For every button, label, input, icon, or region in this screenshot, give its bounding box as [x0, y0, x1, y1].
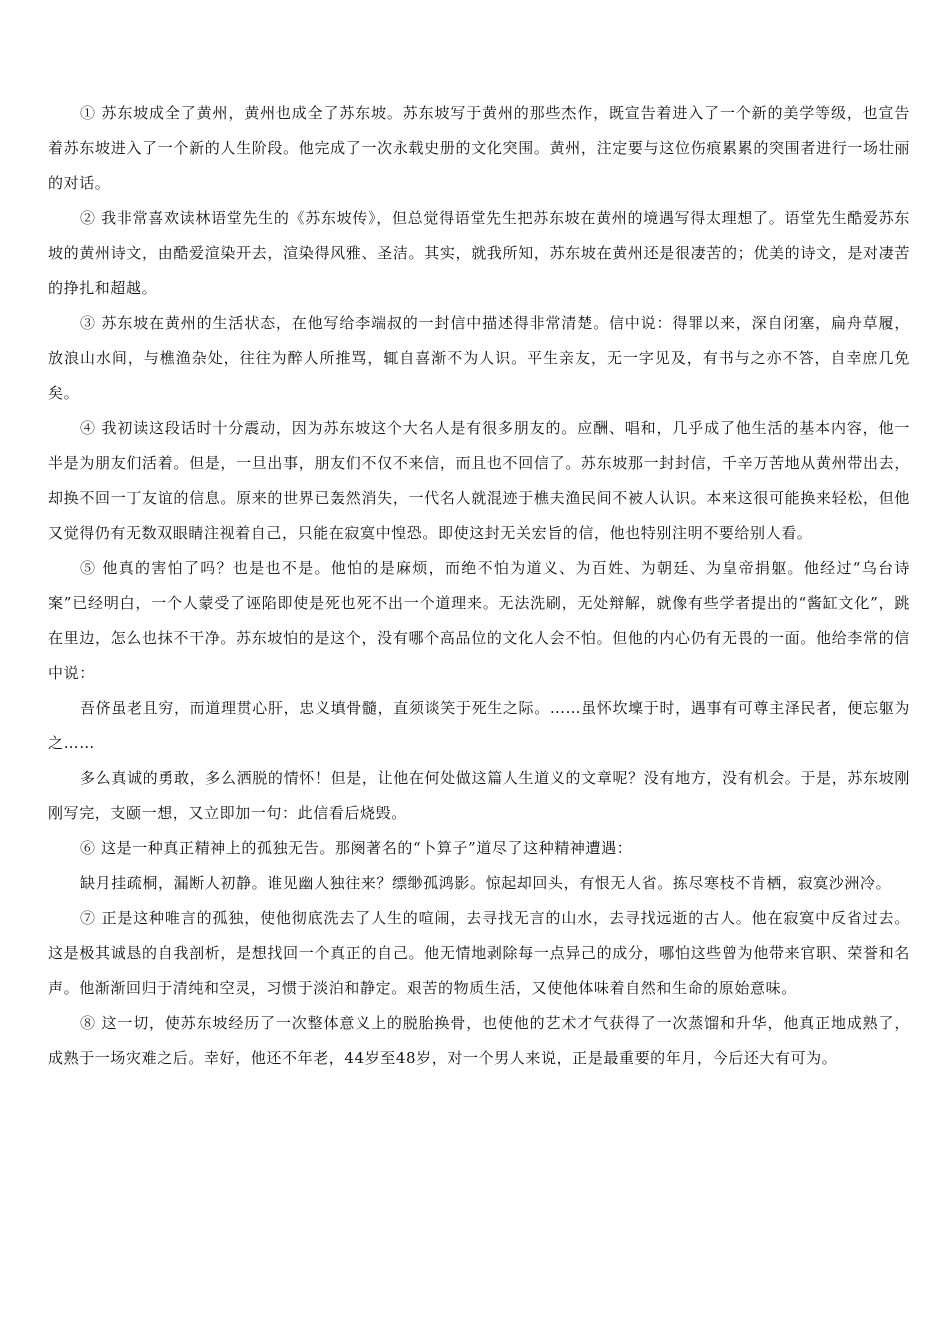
- paragraph-1: ① 苏东坡成全了黄州，黄州也成全了苏东坡。苏东坡写于黄州的那些杰作，既宣告着进入了一个新的美学等级，也宣告着苏东坡进入了一个新的人生阶段。他完成了一次永载史册的文化突围。黄州，注定要与这位伤痕累累的突围者进行一场壮丽的对话。: [48, 104, 910, 192]
- paragraph-6: ⑥ 这是一种真正精神上的孤独无告。那阕著名的“卜算子”道尽了这种精神遭遇：: [80, 839, 633, 857]
- paragraph-8: ⑧ 这一切，使苏东坡经历了一次整体意义上的脱胎换骨，也使他的艺术才气获得了一次蒸馏和升华，他真正地成熟了，成熟于一场灾难之后。幸好，他还不年老，44岁至48岁，对一个男人来说，正是最重要的年月，今后还大有可为。: [48, 1014, 910, 1067]
- paragraph-5-continued: 多么真诚的勇敢，多么洒脱的情怀！但是，让他在何处做这篇人生道义的文章呢？没有地方，没有机会。于是，苏东坡刚刚写完，支颐一想，又立即加一句：此信看后烧毁。: [48, 769, 910, 822]
- poem-quote: 缺月挂疏桐，漏断人初静。谁见幽人独往来？缥缈孤鸿影。惊起却回头，有恨无人省。拣尽寒枝不肯栖，寂寞沙洲冷。: [80, 874, 892, 892]
- paragraph-5: ⑤ 他真的害怕了吗？也是也不是。他怕的是麻烦，而绝不怕为道义、为百姓、为朝廷、为皇帝捐躯。他经过“乌台诗案”已经明白，一个人蒙受了诬陷即使是死也死不出一个道理来。无法洗刷，无处辩解，就像有些学者提出的“酱缸文化”，跳在里边，怎么也抹不干净。苏东坡怕的是这个，没有哪个高品位的文化人会不怕。但他的内心仍有无畏的一面。他给李常的信中说：: [48, 559, 910, 682]
- paragraph-2: ② 我非常喜欢读林语堂先生的《苏东坡传》，但总觉得语堂先生把苏东坡在黄州的境遇写得太理想了。语堂先生酷爱苏东坡的黄州诗文，由酷爱渲染开去，渲染得风雅、圣洁。其实，就我所知，苏东坡在黄州还是很凄苦的；优美的诗文，是对凄苦的挣扎和超越。: [48, 209, 910, 297]
- letter-quote: 吾侪虽老且穷，而道理贯心肝，忠义填骨髓，直须谈笑于死生之际。……虽怀坎壈于时，遇事有可尊主泽民者，便忘躯为之……: [48, 699, 910, 752]
- article-body: [48, 96, 910, 1076]
- paragraph-7: ⑦ 正是这种唯言的孤独，使他彻底洗去了人生的喧闹，去寻找无言的山水，去寻找远逝的古人。他在寂寞中反省过去。这是极其诚恳的自我剖析，是想找回一个真正的自己。他无情地剥除每一点异己的成分，哪怕这些曾为他带来官职、荣誉和名声。他渐渐回归于清纯和空灵，习惯于淡泊和静定。艰苦的物质生活，又使他体味着自然和生命的原始意味。: [48, 909, 910, 997]
- paragraph-4: ④ 我初读这段话时十分震动，因为苏东坡这个大名人是有很多朋友的。应酬、唱和，几乎成了他生活的基本内容，他一半是为朋友们活着。但是，一旦出事，朋友们不仅不来信，而且也不回信了。苏东坡那一封封信，千辛万苦地从黄州带出去，却换不回一丁友谊的信息。原来的世界已轰然消失，一代名人就混迹于樵夫渔民间不被人认识。本来这很可能换来轻松，但他又觉得仍有无数双眼睛注视着自己，只能在寂寞中惶恐。即使这封无关宏旨的信，他也特别注明不要给别人看。: [48, 419, 910, 542]
- paragraph-3: ③ 苏东坡在黄州的生活状态，在他写给李端叔的一封信中描述得非常清楚。信中说：得罪以来，深自闭塞，扁舟草履，放浪山水间，与樵渔杂处，往往为醉人所推骂，辄自喜渐不为人识。平生亲友，无一字见及，有书与之亦不答，自幸庶几免矣。: [48, 314, 910, 402]
